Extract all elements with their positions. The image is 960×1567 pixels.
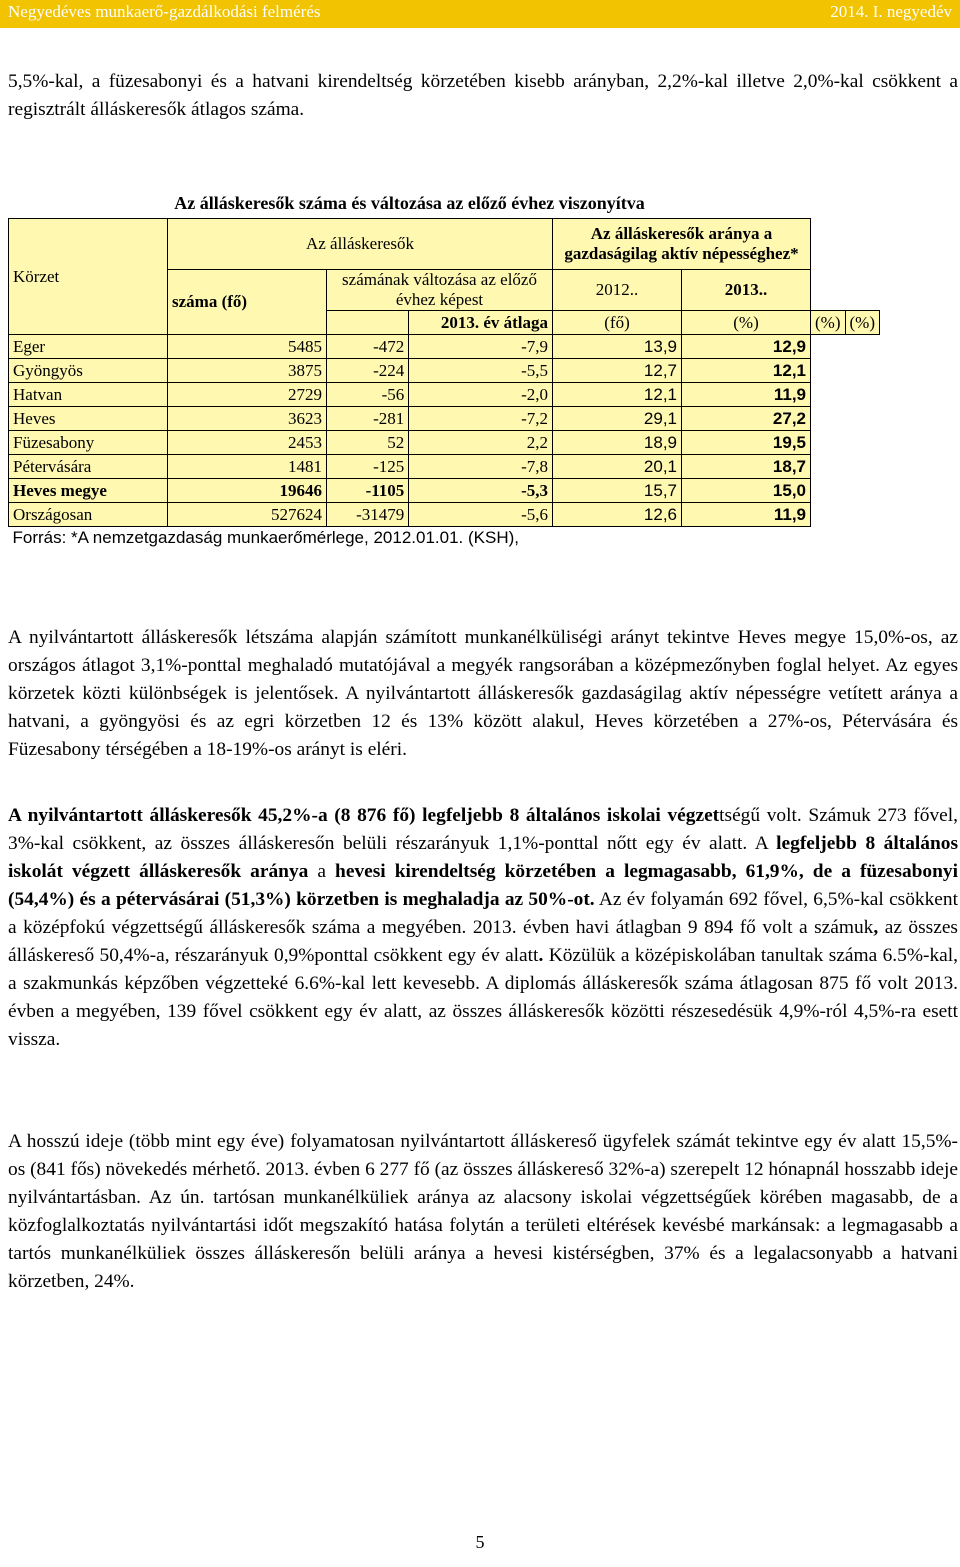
row-valtozas-pct: -7,2 (409, 407, 553, 431)
paragraph-longterm: A hosszú ideje (több mint egy éve) folyamatosan nyilvántartott álláskereső ügyfelek számát tekintve egy év alatt 15,5%-os (841 fős) növekedés mérhető. 2013. évben 6 277 fő (az összes álláskereső 32%-a) szerepelt 12 hónapnál hosszabb ideje nyilvántartásban. Az ún. tartósan munkanélküliek aránya az alacsony iskolai végzettségűek körében magasabb, de a közfoglalkoztatás nyilvántartási időt megszakító hatása folytán a területi eltérések kevésbé markánsak: a legmagasabb a tartós munkanélküliek összes álláskeresőn belüli aránya a hevesi kistérségben, 37% és a legalacsonyabb a hatvani körzetben, 24%. (8, 1131, 958, 1292)
unemployment-table (8, 188, 880, 549)
row-arany-2013: 27,2 (682, 407, 811, 431)
row-arany-2012: 12,1 (553, 383, 682, 407)
page-header (0, 0, 960, 28)
paragraph-ratio: A nyilvántartott álláskeresők létszáma alapján számított munkanélküliségi arányt tekintve Heves megye 15,0%-os, az országos átlagot 3,1%-ponttal meghaladó mutatójával a megyék rangsorában a középmezőnyben foglal helyet. Az egyes körzetek közti különbségek is jelentősek. A nyilvántartott álláskeresők gazdaságilag aktív népességre vetített aránya a hatvani, a gyöngyösi és az egri körzetben 12 és 13% között alakul, Heves körzetében a 27%-os, Pétervására és Füzesabony térségében a 18-19%-os arányt is eléri. (8, 627, 958, 760)
education-text-3: Az év folyamán 692 fővel, 6,5%-kal csökkent a középfokú végzettségű álláskeresők száma a megyében. 2013. évben havi átlagban 9 894 fő volt a számuk (8, 889, 958, 938)
row-arany-2013: 18,7 (682, 455, 811, 479)
table-row (9, 431, 880, 455)
row-arany-2012: 12,7 (553, 359, 682, 383)
row-valtozas-pct: -5,5 (409, 359, 553, 383)
table-row (9, 479, 880, 503)
row-valtozas: -472 (327, 335, 409, 359)
row-name: Országosan (9, 503, 168, 527)
row-valtozas: -281 (327, 407, 409, 431)
unit-pct-2012: (%) (811, 311, 845, 335)
row-name: Pétervására (9, 455, 168, 479)
header-2012: 2012.. (553, 270, 682, 311)
row-name: Heves megye (9, 479, 168, 503)
row-valtozas: 52 (327, 431, 409, 455)
table-caption: Az álláskeresők száma és változása az előző évhez viszonyítva (9, 188, 811, 219)
paragraph-education (8, 802, 958, 1054)
row-arany-2012: 29,1 (553, 407, 682, 431)
row-name: Gyöngyös (9, 359, 168, 383)
row-valtozas: -31479 (327, 503, 409, 527)
row-name: Füzesabony (9, 431, 168, 455)
row-szama: 19646 (168, 479, 327, 503)
row-valtozas-pct: 2,2 (409, 431, 553, 455)
table-row (9, 335, 880, 359)
header-korzet: Körzet (9, 219, 168, 335)
row-szama: 3623 (168, 407, 327, 431)
education-lead-bold: A nyilvántartott álláskeresők 45,2%-a (8 876 fő) legfeljebb 8 általános iskolai végzet (8, 805, 720, 826)
table-row (9, 455, 880, 479)
header-arany: Az álláskeresők aránya a gazdaságilag aktív népességhez* (553, 219, 811, 270)
row-valtozas: -125 (327, 455, 409, 479)
table-row (9, 359, 880, 383)
row-arany-2013: 15,0 (682, 479, 811, 503)
table-row (9, 503, 880, 527)
row-arany-2013: 12,9 (682, 335, 811, 359)
table-source: Forrás: *A nemzetgazdaság munkaerőmérlege, 2012.01.01. (KSH), (12, 528, 519, 547)
unit-pct-valtozas: (%) (682, 311, 811, 335)
header-valtozas: számának változása az előző évhez képest (327, 270, 553, 311)
education-bold-3: hevesi kirendeltség körzetében a legmagasabb, 61,9%, de a füzesabonyi (54,4%) és a pétervásárai (51,3%) körzetben is meghaladja az 50%-ot. (8, 861, 958, 910)
row-szama: 527624 (168, 503, 327, 527)
unit-atlag: 2013. év átlaga (409, 311, 553, 335)
row-szama: 2453 (168, 431, 327, 455)
row-szama: 3875 (168, 359, 327, 383)
education-text-4: az összes álláskereső 50,4%-a, részarányuk 0,9%ponttal csökkent egy év alatt (8, 917, 958, 966)
row-name: Heves (9, 407, 168, 431)
education-bold-2: legfeljebb 8 általános iskolát végzett álláskeresők aránya (8, 833, 958, 882)
intro-paragraph: 5,5%-kal, a füzesabonyi és a hatvani kirendeltség körzetében kisebb arányban, 2,2%-kal illetve 2,0%-kal csökkent a regisztrált álláskeresők átlagos száma. (8, 71, 958, 120)
header-allaskeresok: Az álláskeresők (168, 219, 553, 270)
row-szama: 2729 (168, 383, 327, 407)
row-valtozas: -1105 (327, 479, 409, 503)
row-name: Hatvan (9, 383, 168, 407)
table-row (9, 407, 880, 431)
row-arany-2013: 11,9 (682, 503, 811, 527)
unit-pct-2013: (%) (845, 311, 880, 335)
row-valtozas: -56 (327, 383, 409, 407)
row-valtozas: -224 (327, 359, 409, 383)
row-arany-2012: 18,9 (553, 431, 682, 455)
row-valtozas-pct: -2,0 (409, 383, 553, 407)
education-text-1: tségű volt. Számuk 273 fővel, 3%-kal csökkent, az összes álláskeresőn belüli részarányuk 1,1%-ponttal nőtt egy év alatt. A (8, 805, 958, 854)
table-row (9, 383, 880, 407)
header-2013: 2013.. (682, 270, 811, 311)
row-valtozas-pct: -5,3 (409, 479, 553, 503)
table-body (9, 335, 880, 527)
header-period: 2014. I. negyedév (830, 2, 952, 21)
education-text-2: a (308, 861, 336, 882)
row-szama: 5485 (168, 335, 327, 359)
page-number: 5 (475, 1532, 485, 1552)
education-text-5: Közülük a középiskolában tanultak száma 6.5%-kal, a szakmunkás képzőben végzetteké 6.6%-kal lett kevesebb. A diplomás álláskeresők száma átlagosan 875 fő volt 2013. évben a megyében, 139 fővel csökkent egy év alatt, az összes álláskeresők közötti részesedésük 4,9%-ról 4,5%-ra esett vissza. (8, 945, 958, 1050)
row-arany-2012: 15,7 (553, 479, 682, 503)
row-arany-2013: 12,1 (682, 359, 811, 383)
row-arany-2012: 20,1 (553, 455, 682, 479)
row-arany-2012: 12,6 (553, 503, 682, 527)
row-name: Eger (9, 335, 168, 359)
education-period: . (538, 945, 544, 966)
row-valtozas-pct: -7,9 (409, 335, 553, 359)
unemployment-table-block (8, 188, 880, 549)
row-valtozas-pct: -5,6 (409, 503, 553, 527)
education-comma: , (873, 917, 879, 938)
row-arany-2012: 13,9 (553, 335, 682, 359)
row-arany-2013: 19,5 (682, 431, 811, 455)
row-valtozas-pct: -7,8 (409, 455, 553, 479)
row-arany-2013: 11,9 (682, 383, 811, 407)
header-title: Negyedéves munkaerő-gazdálkodási felmérés (8, 2, 321, 21)
header-szama: száma (fő) (168, 270, 327, 335)
row-szama: 1481 (168, 455, 327, 479)
unit-fo: (fő) (553, 311, 682, 335)
